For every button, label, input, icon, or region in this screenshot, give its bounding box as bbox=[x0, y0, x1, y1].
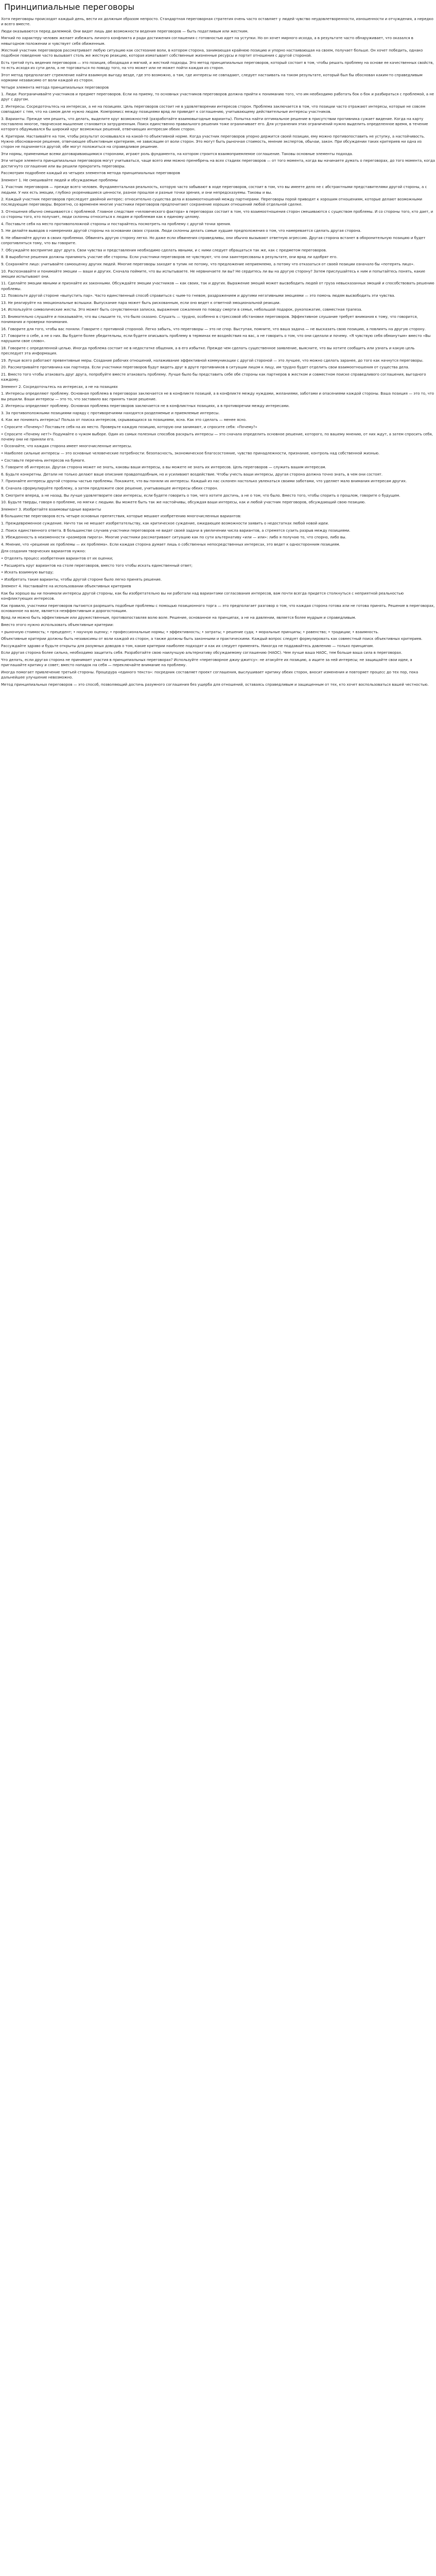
paragraph: 2. Каждый участник переговоров преследует двойной интерес: относительно существа дела и взаимоотношений между партнерами. Переговоры порой приводят к хорошим отношениям, которые делают возможными последующие переговоры. Вероятно, со временем многие участники переговоров предпочитают сохранение хороших отношений любой отдельной сделке. bbox=[1, 197, 423, 207]
paragraph: • Расширять круг вариантов на столе переговоров, вместо того чтобы искать единственный ответ; bbox=[1, 563, 193, 568]
paragraph: Этот метод предполагает стремление найти взаимную выгоду везде, где это возможно, а там, где интересы не совпадают, следует настаивать на таком результате, который был бы обоснован каким-то справедливым нормами независимо от воли каждой из сторон. bbox=[1, 73, 423, 82]
paragraph: Вместо этого нужно использовать объективные критерии: bbox=[1, 623, 114, 628]
paragraph: Рассуждайте здраво и будьте открыты для разумных доводов о том, какие критерии наиболее подходят и как их следует применять. Никогда не поддавайтесь давлению — только принципам. bbox=[1, 643, 374, 648]
paragraph: 7. Обсуждайте восприятие друг друга. Свои чувства и представления необходимо сделать явными, и с ними следует обращаться так же, как с предметом переговоров. bbox=[1, 248, 327, 252]
paragraph: Эти нормы, применимые всеми договаривающимися сторонами, играют роль фундамента, на котором строится взаимоприемлемое соглашение. Таковы основные элементы подхода. bbox=[1, 151, 353, 156]
paragraph: Что делать, если другая сторона не принимает участия в принципиальных переговорах? Используйте «переговорное джиу-джитсу»: не атакуйте их позицию, а ищите за ней интересы; не защищайте свои идеи, а приглашайте критику и совет; вместо нападок на себя — переключайте внимание на проблему. bbox=[1, 658, 412, 668]
paragraph: Люди оказываются перед дилеммой. Они видят лишь две возможности ведения переговоров — быть податливым или жестким. bbox=[1, 29, 249, 33]
paragraph: Эти четыре элемента принципиальных переговоров могут учитываться, чаще всего ими можно пренебречь на всех стадиях переговоров — от того момента, когда вы начинаете думать о переговорах, до того момента, когда достигнуто соглашение или вы решили прекратить переговоры. bbox=[1, 159, 435, 168]
paragraph: 1. Люди: Разграничивайте участников и предмет переговоров. Если на приему, то основных участников переговоров должна прийти к пониманию того, что им необходимо работать бок о бок и разбираться с проблемой, а не друг с другом. bbox=[1, 92, 434, 102]
paragraph: Мягкий по характеру человек желает избежать личного конфликта и ради достижения соглашения с готовностью идет на уступки. Но он хочет мирного исхода, а в результате часто обнаруживает, что оказался в невыгодном положении и чувствует себя обиженным. bbox=[1, 36, 413, 46]
paragraph: 2. Интересы определяют проблему. Основная проблема переговоров заключается не в конфликтных позициях, а в противоречии между интересами. bbox=[1, 404, 290, 409]
paragraph: 3. Варианты. Прежде чем решить, что делать, выделите круг возможностей (разработайте взаимовыгодные варианты). Попытка найти оптимальное решение в присутствии противника сужает видение. Когда на карту поставлено многое, творческое мышление становится затрудненным. Поиск единственно правильного решения тоже ограничивает его. Для устранения этих ограничений нужно выделить определенное время, в течение которого обдумывался бы широкий круг возможных решений, отвечающих интересам обеих сторон. bbox=[1, 116, 428, 132]
paragraph: 7. Признайте интересы другой стороны частью проблемы. Покажите, что вы поняли их интересы. Каждый из нас склонен настолько увлекаться своими заботами, что уделяет мало внимания интересам других. bbox=[1, 479, 407, 484]
paragraph: Элемент 2. Сосредоточьтесь на интересах, а не на позициях bbox=[1, 384, 118, 389]
paragraph: 11. Сделайте эмоции явными и признайте их законными. Обсуждайте эмоции участников — как своих, так и других. Выражение эмоций может высвободить людей от груза невысказанных эмоций и способствовать решению проблемы. bbox=[1, 281, 434, 291]
paragraph: 3. Убежденность в неизменности «размеров пирога». Многие участники рассматривают ситуацию как по сути альтернативу «или — или»: либо я получаю то, что спорно, либо вы. bbox=[1, 535, 346, 540]
paragraph: 21. Вместо того чтобы атаковать друг друга, попробуйте вместе атаковать проблему. Лучше было бы представить себе обе стороны как партнеров в жестком и совместном поиске справедливого соглашения, выгодного каждому. bbox=[1, 372, 426, 382]
paragraph: 19. Лучше всего работают превентивные меры. Создание рабочих отношений, налаживание эффективной коммуникации с другой стороной — это лучшее, что можно сделать заранее, до того как начнутся переговоры. bbox=[1, 358, 424, 363]
paragraph: 6. Будьте конкретны. Детали не только делают ваше описание правдоподобным, но и усиливают воздействие. Чтобы учесть ваши интересы, другая сторона должна точно знать, в чем они состоят. bbox=[1, 472, 383, 477]
paragraph: Рассмотрим подробнее каждый из четырех элементов метода принципиальных переговоров bbox=[1, 171, 180, 176]
paragraph: Если другая сторона более сильна, необходимо защитить себя. Разработайте свою наилучшую альтернативу обсуждаемому соглашению (НАОС). Чем лучше ваша НАОС, тем больше ваша сила в переговорах. bbox=[1, 651, 403, 655]
paragraph: Вряд ли можно быть эффективным или дружественным, противопоставляя волю воле. Решение, основанное на принципах, а не на давлении, является более мудрым и справедливым. bbox=[1, 616, 356, 620]
paragraph: • Изобретать такие варианты, чтобы другой стороне было легко принять решение. bbox=[1, 577, 162, 582]
paragraph: Объективные критерии должны быть независимы от воли каждой из сторон, а также должны быть законными и практическими. Каждый вопрос следует формулировать как совместный поиск объективных критериев. bbox=[1, 637, 423, 641]
document-body bbox=[1, 16, 435, 687]
paragraph: Четыре элемента метода принципиальных переговоров bbox=[1, 85, 109, 90]
paragraph: 10. Распознавайте и понимайте эмоции — ваши и других. Сначала поймите, что вы испытываете. Не нервничаете ли вы? Не сердитесь ли вы на другую сторону? Затем прислушайтесь к ним и попытайтесь понять, какие эмоции испытывают они. bbox=[1, 269, 425, 279]
paragraph: 10. Будьте тверды, говоря о проблеме, но мягки с людьми. Вы можете быть так же настойчивы, обсуждая ваши интересы, как и любой участник переговоров, обсуждающий свою позицию. bbox=[1, 500, 366, 505]
paragraph: 1. Преждевременное суждение. Ничто так не мешает изобретательству, как критическое суждение, ожидающее возможности заявить о недостатках любой новой идеи. bbox=[1, 521, 329, 526]
document bbox=[1, 2, 435, 687]
paragraph: 8. Сначала сформулируйте проблему, а затем предложите свое решение, учитывающее интересы обеих сторон. bbox=[1, 486, 218, 490]
paragraph: 18. Говорите с определенной целью. Иногда проблема состоит не в недостатке общения, а в его избытке. Прежде чем сделать существенное заявление, выясните, что вы хотите сообщить или узнать и какую цель преследует эта информация. bbox=[1, 346, 415, 356]
paragraph: 4. Как же понимать интересы? Польза от поиска интересов, скрывающихся за позициями, ясна. Как это сделать — менее ясно. bbox=[1, 418, 247, 422]
paragraph: 4. Мнение, что «решение их проблемы — их проблема». Если каждая сторона думает лишь о собственных непосредственных интересах, это ведет к односторонним позициям. bbox=[1, 542, 340, 547]
paragraph: 9. Смотрите вперед, а не назад. Вы лучше удовлетворите свои интересы, если будете говорить о том, чего хотите достичь, а не о том, что было. Вместо того, чтобы спорить о прошлом, говорите о будущем. bbox=[1, 493, 400, 498]
paragraph: 9. Сохраняйте лицо: учитывайте самооценку других людей. Многие переговоры заходят в тупик не потому, что предложение неприемлемо, а потому что отказаться от своей позиции означало бы «потерять лицо». bbox=[1, 262, 415, 266]
paragraph: 5. Не делайте выводов о намерениях другой стороны на основании своих страхов. Люди склонны делать самые худшие предположения о том, что намеревается сделать другая сторона. bbox=[1, 229, 361, 233]
paragraph: 14. Используйте символические жесты. Это может быть сочувственная записка, выражение сожаления по поводу смерти в семье, небольшой подарок, рукопожатие, совместная трапеза. bbox=[1, 308, 362, 312]
page-title: Принципиальные переговоры bbox=[4, 2, 135, 12]
paragraph: Есть третий путь ведения переговоров — это позиция, обходящая и мягкий, и жесткий подходы. Это метод принципиальных переговоров, который состоит в том, чтобы решать проблему на основе ее качественных свойств, то есть исходя из сути дела, а не торговаться по поводу того, на что может или не может пойти каждая из сторон. bbox=[1, 60, 434, 71]
paragraph: 13. Не реагируйте на эмоциональные вспышки. Выпускание пара может быть рискованным, если оно ведет к ответной эмоциональной реакции. bbox=[1, 300, 281, 305]
paragraph: • Наиболее сильные интересы — это основные человеческие потребности: безопасность, экономическое благосостояние, чувство принадлежности, признание, контроль над собственной жизнью. bbox=[1, 451, 380, 455]
paragraph: Хотя переговоры происходят каждый день, вести их должным образом непросто. Стандартная переговорная стратегия очень часто оставляет у людей чувство неудовлетворенности, изношенности и отчуждения, а нередко и всего вместе. bbox=[1, 17, 433, 27]
paragraph: Как правило, участники переговоров пытаются разрешить подобные проблемы с помощью позиционного торга — это предполагает разговор о том, что каждая сторона готова или не готова принять. Решение в переговорах, основанное на воле, является неэффективным и дорогостоящим. bbox=[1, 603, 435, 613]
paragraph: Иногда помогает привлечение третьей стороны. Процедура «единого текста»: посредник составляет проект соглашения, выслушивает критику обеих сторон, вносит изменения и повторяет процесс до тех пор, пока дальнейшее улучшение невозможно. bbox=[1, 670, 418, 680]
paragraph: • Составьте перечень интересов на бумаге. bbox=[1, 458, 85, 463]
paragraph: 5. Говорите об интересах. Другая сторона может не знать, каковы ваши интересы, а вы можете не знать их интересов. Цель переговоров — служить вашим интересам. bbox=[1, 465, 326, 470]
paragraph: 2. Поиск единственного ответа. В большинстве случаев участники переговоров не видят своей задачи в увеличении числа вариантов, а стремятся сузить разрыв между позициями. bbox=[1, 528, 351, 533]
paragraph: • рыночную стоимость; • прецедент; • научную оценку; • профессиональные нормы; • эффективность; • затраты; • решение суда; • моральные принципы; • равенство; • традиции; • взаимность. bbox=[1, 630, 379, 634]
paragraph: 8. В выработке решения должны принимать участие обе стороны. Если участники переговоров не чувствуют, что они заинтересованы в результате, они вряд ли одобрят его. bbox=[1, 255, 338, 260]
paragraph: 3. Отношения обычно смешиваются с проблемой. Главное следствие «человеческого фактора» в переговорах состоит в том, что взаимоотношения сторон смешиваются с существом проблемы. И со стороны того, кто дает, и со стороны того, кто получает, люди склонны относиться к людям и проблемам как к единому целому. bbox=[1, 209, 433, 219]
paragraph: 12. Позвольте другой стороне «выпустить пар». Часто единственный способ справиться с чьим-то гневом, раздражением и другими негативными эмоциями — это помочь людям высвободить эти чувства. bbox=[1, 294, 395, 298]
paragraph: 3. За противоположными позициями наряду с противоречиями находятся разделяемые и приемлемые интересы. bbox=[1, 411, 220, 415]
paragraph: 1. Интересы определяют проблему. Основная проблема в переговорах заключается не в конфликте позиций, а в конфликте между нуждами, желаниями, заботами и опасениями каждой стороны. Ваша позиция — это то, что вы решили. Ваши интересы — это то, что заставило вас принять такое решение. bbox=[1, 392, 434, 401]
paragraph: Метод принципиальных переговоров — это способ, позволяющий достичь разумного соглашения без ущерба для отношений, оставаясь справедливым и защищенным от тех, кто хочет воспользоваться вашей честностью. bbox=[1, 682, 429, 687]
paragraph: Как бы хорошо вы ни понимали интересы другой стороны, как бы изобретательно вы ни работали над вариантами согласования интересов, вам почти всегда придется столкнуться с неприятной реальностью конфликтующих интересов. bbox=[1, 591, 404, 601]
paragraph: 1. Участник переговоров — прежде всего человек. Фундаментальная реальность, которую часто забывают в ходе переговоров, состоит в том, что вы имеете дело не с абстрактными представителями другой стороны, а с людьми. У них есть эмоции, глубоко укоренившиеся ценности, разное прошлое и разные точки зрения, и они непредсказуемы. Таковы и вы. bbox=[1, 185, 427, 195]
paragraph: 20. Рассматривайте противника как партнера. Если участники переговоров будут видеть друг в друге противников в ситуации лицом к лицу, им трудно будет отделить свои взаимоотношения от существа дела. bbox=[1, 365, 409, 370]
paragraph: В большинстве переговоров есть четыре основных препятствия, которые мешают изобретению многочисленных вариантов: bbox=[1, 514, 241, 519]
paragraph: • Искать взаимную выгоду; bbox=[1, 570, 54, 575]
paragraph: 15. Внимательно слушайте и показывайте, что вы слышите то, что было сказано. Слушать — трудно, особенно в стрессовой обстановке переговоров. Эффективное слушание требует внимания к тому, что говорится, понимания и проверки понимания. bbox=[1, 314, 418, 325]
paragraph: • Отделять процесс изобретения вариантов от их оценки; bbox=[1, 556, 113, 561]
paragraph: Элемент 3. Изобретайте взаимовыгодные варианты bbox=[1, 507, 101, 512]
paragraph: 2. Интересы. Сосредоточьтесь на интересах, а не на позициях. Цель переговоров состоит не в удовлетворении интересов сторон. Проблема заключается в том, что позиции часто отражают интересы, которые не совсем совпадают с тем, что на самом деле нужно людям. Компромисс между позициями вряд ли приведет к соглашению, учитывающему действительные интересы участников. bbox=[1, 104, 426, 114]
paragraph: Элемент 1. Не смешивайте людей и обсуждаемые проблемы bbox=[1, 178, 118, 182]
paragraph: • Спросите «Почему нет?» Подумайте о чужом выборе. Один из самых полезных способов раскрыть интересы — это сначала определить основное решение, которого, по вашему мнению, от них ждут, а затем спросить себя, почему они не приняли его. bbox=[1, 432, 433, 442]
paragraph: • Спросите «Почему»? Поставьте себя на их место. Проверьте каждую позицию, которую они занимают, и спросите себя: «Почему?» bbox=[1, 425, 257, 430]
paragraph: 6. Не обвиняйте других в своих проблемах. Обвинять другую сторону легко. Но даже если обвинения справедливы, они обычно вызывают ответную агрессию. Другая сторона встанет в оборонительную позицию и будет сопротивляться тому, что вы говорите. bbox=[1, 235, 426, 246]
paragraph: 4. Поставьте себя на место противоположной стороны и постарайтесь посмотреть на проблему с другой точки зрения. bbox=[1, 222, 231, 226]
paragraph: 16. Говорите для того, чтобы вас поняли. Говорите с противной стороной. Легко забыть, что переговоры — это не спор. Выступая, помните, что ваша задача — не высказать свою позицию, а повлиять на другую сторону. bbox=[1, 327, 426, 331]
paragraph: 17. Говорите о себе, а не о них. Вы будете более убедительны, если будете описывать проблему в терминах ее воздействия на вас, а не говорить о том, что они сделали и почему. «Я чувствую себя обманутым» вместо «Вы нарушили свое слово». bbox=[1, 334, 431, 344]
paragraph: Для создания творческих вариантов нужно: bbox=[1, 549, 86, 554]
paragraph: Элемент 4. Настаивайте на использовании объективных критериев bbox=[1, 584, 131, 589]
paragraph: • Осознайте, что каждая сторона имеет многочисленные интересы. bbox=[1, 444, 132, 449]
paragraph: 4. Критерии. Настаивайте на том, чтобы результат основывался на какой-то объективной норме. Когда участник переговоров упорно держится своей позиции, ему можно противопоставить не уступку, а настойчивость. Нужно обоснованное решение, отвечающее объективным критериям, не зависящим от воли сторон. Это могут быть рыночная стоимость, мнение экспертов, обычаи, закон. При обсуждении таких критериев ни одна из сторон не подчиняется другой; обе могут положиться на справедливое решение. bbox=[1, 134, 425, 149]
paragraph: Жесткий участник переговоров рассматривает любую ситуацию как состязание воли, в котором сторона, занимающая крайнюю позицию и упорно настаивающая на своем, получает больше. Он хочет победить, однако подобное поведение часто вызывает столь же жесткую реакцию, которая изматывает собственные жизненные ресурсы и портит отношения с другой стороной. bbox=[1, 48, 423, 58]
